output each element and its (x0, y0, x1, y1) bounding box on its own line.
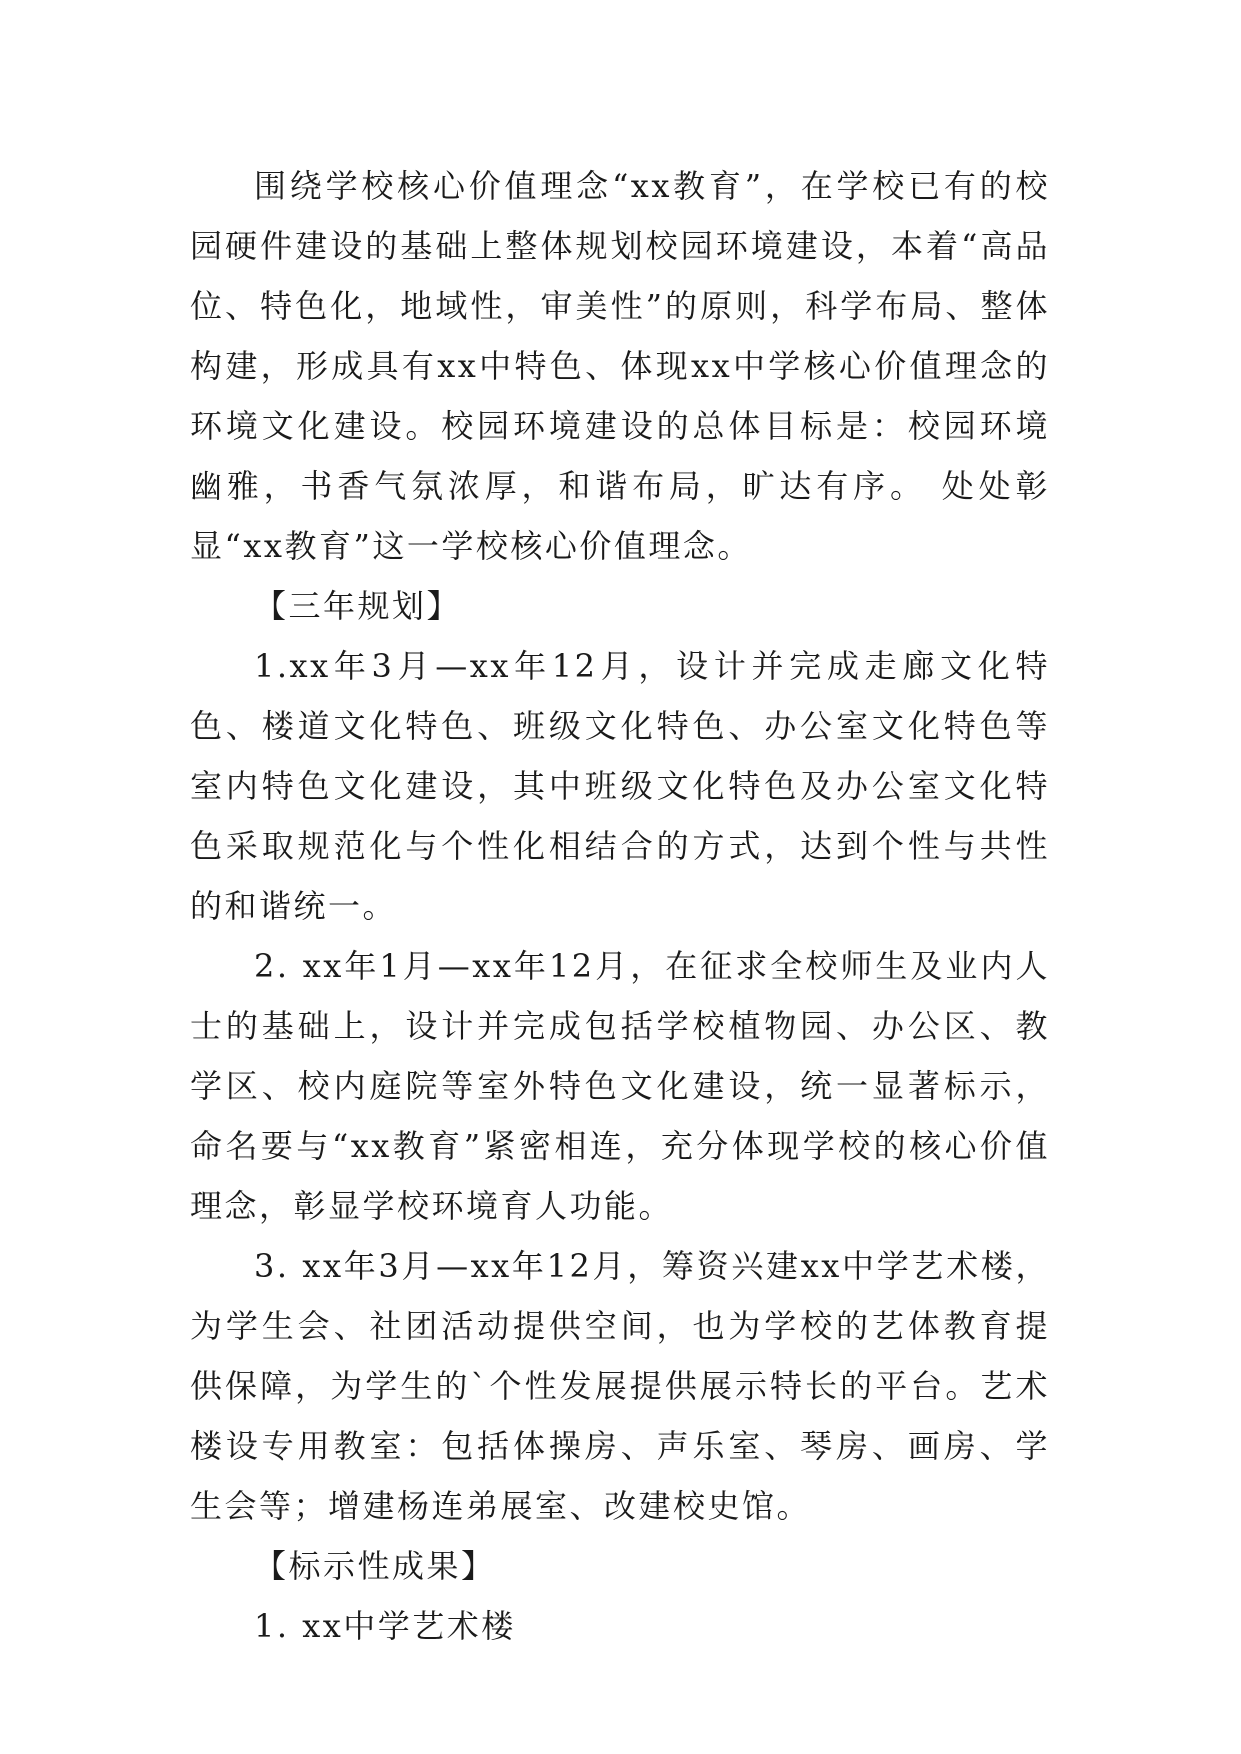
section-heading-three-year-plan: 【三年规划】 (254, 587, 462, 625)
section-heading-results: 【标示性成果】 (254, 1547, 496, 1585)
intro-paragraph: 围绕学校核心价值理念“xx教育”，在学校已有的校园硬件建设的基础上整体规划校园环境建设，本着“高品位、特色化，地域性，审美性”的原则，科学布局、整体构建，形成具有xx中特色、体现xx中学核心价值理念的环境文化建设。校园环境建设的总体目标是：校园环境幽雅，书香气氛浓厚，和谐布局，旷达有序。 处处彰显“xx教育”这一学校核心价值理念。 (190, 167, 1050, 565)
document-body (190, 156, 1050, 1656)
plan-item-2: 2. xx年1月—xx年12月，在征求全校师生及业内人士的基础上，设计并完成包括学校植物园、办公区、教学区、校内庭院等室外特色文化建设，统一显著标示，命名要与“xx教育”紧密相连，充分体现学校的核心价值理念，彰显学校环境育人功能。 (190, 947, 1050, 1225)
plan-item-3: 3. xx年3月—xx年12月，筹资兴建xx中学艺术楼，为学生会、社团活动提供空间，也为学校的艺体教育提供保障，为学生的`个性发展提供展示特长的平台。艺术楼设专用教室：包括体操房、声乐室、琴房、画房、学生会等；增建杨连弟展室、改建校史馆。 (190, 1247, 1050, 1525)
plan-item-1: 1.xx年3月—xx年12月，设计并完成走廊文化特色、楼道文化特色、班级文化特色、办公室文化特色等室内特色文化建设，其中班级文化特色及办公室文化特色采取规范化与个性化相结合的方式，达到个性与共性的和谐统一。 (190, 647, 1050, 925)
result-item-1: 1. xx中学艺术楼 (254, 1607, 516, 1645)
